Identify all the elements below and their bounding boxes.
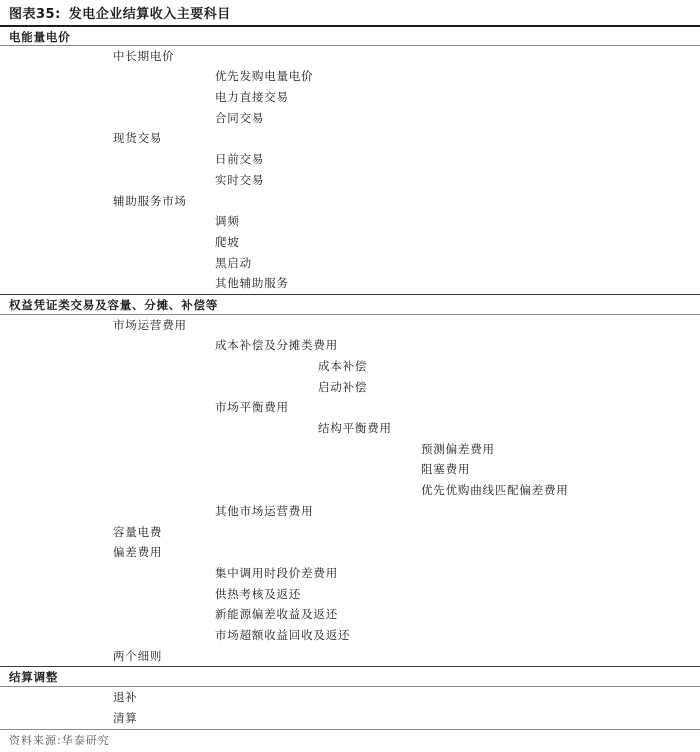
section-header-row [0,666,700,687]
item-label: 爬坡 [215,234,240,249]
item-label: 现货交易 [113,131,163,146]
list-item [0,584,700,605]
list-item [0,66,700,87]
settlement-items-list [0,25,700,728]
list-item [0,459,700,480]
item-label: 供热考核及返还 [215,586,302,601]
item-label: 预测偏差费用 [421,441,495,456]
item-label: 调频 [215,214,240,229]
item-label: 实时交易 [215,172,265,187]
item-label: 黑启动 [215,255,252,270]
item-label: 中长期电价 [113,48,175,63]
list-item [0,46,700,67]
item-label: 其他市场运营费用 [215,503,314,518]
list-item [0,356,700,377]
item-label: 电力直接交易 [215,90,289,105]
item-label: 市场运营费用 [113,317,187,332]
list-item [0,542,700,563]
bottom-rule [0,729,700,730]
list-item [0,253,700,274]
list-item [0,604,700,625]
list-item [0,418,700,439]
item-label: 优先发购电量电价 [215,69,314,84]
item-label: 新能源偏差收益及返还 [215,607,338,622]
section-header-label: 权益凭证类交易及容量、分摊、补偿等 [9,297,219,312]
list-item [0,377,700,398]
item-label: 成本补偿及分摊类费用 [215,338,338,353]
list-item [0,501,700,522]
item-label: 其他辅助服务 [215,276,289,291]
list-item [0,646,700,667]
list-item [0,522,700,543]
item-label: 启动补偿 [318,379,368,394]
section-header-label: 结算调整 [9,670,59,685]
item-label: 市场超额收益回收及返还 [215,627,351,642]
item-label: 退补 [113,690,138,704]
list-item [0,87,700,108]
list-item [0,191,700,212]
item-label: 合同交易 [215,110,265,125]
item-label: 日前交易 [215,152,265,167]
item-label: 集中调用时段价差费用 [215,565,338,580]
list-item [0,149,700,170]
list-item [0,170,700,191]
list-item [0,480,700,501]
item-label: 偏差费用 [113,545,163,560]
list-item [0,708,700,729]
list-item [0,335,700,356]
item-label: 优先优购曲线匹配偏差费用 [421,483,569,498]
list-item [0,625,700,646]
section-header-row [0,294,700,315]
section-header-row [0,25,700,46]
section-header-label: 电能量电价 [9,30,71,44]
item-label: 容量电费 [113,524,163,539]
list-item [0,108,700,129]
list-item [0,687,700,708]
item-label: 两个细则 [113,648,163,663]
item-label: 阻塞费用 [421,462,471,477]
item-label: 清算 [113,710,138,725]
list-item [0,315,700,336]
list-item [0,128,700,149]
figure-caption: 发电企业结算收入主要科目 [68,7,231,22]
list-item [0,397,700,418]
list-item [0,563,700,584]
list-item [0,439,700,460]
list-item [0,273,700,294]
list-item [0,211,700,232]
item-label: 市场平衡费用 [215,400,289,415]
figure-number: 图表35: [9,7,61,22]
item-label: 成本补偿 [318,359,368,373]
item-label: 结构平衡费用 [318,421,392,436]
item-label: 辅助服务市场 [113,193,187,208]
list-item [0,232,700,253]
source-note: 资料来源:华泰研究 [9,734,110,747]
